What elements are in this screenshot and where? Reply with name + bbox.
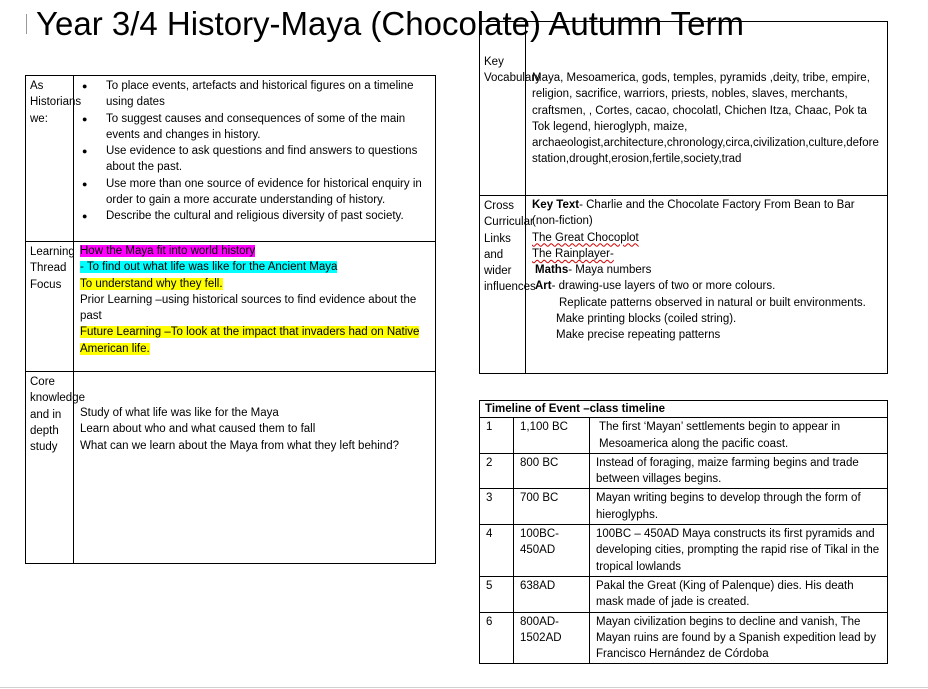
timeline-number: 3 bbox=[480, 489, 514, 525]
timeline-number: 2 bbox=[480, 453, 514, 489]
learning-thread-row bbox=[26, 242, 436, 372]
thread-line-world-history: How the Maya fit into world history bbox=[80, 245, 256, 257]
art-line-3: Make printing blocks (coiled string). bbox=[556, 313, 737, 326]
maths-label: Maths bbox=[535, 264, 569, 277]
vocab-label: Key Vocabulary bbox=[480, 22, 526, 196]
timeline-date: 1,100 BC bbox=[514, 418, 590, 454]
thread-line-future: Future Learning –To look at the impact that invaders had on Native American life. bbox=[80, 326, 420, 355]
key-text-value: - Charlie and the Chocolate Factory From Bean to Bar (non-fiction) bbox=[532, 199, 855, 228]
thread-line-prior: Prior Learning –using historical sources to find evidence about the past bbox=[80, 293, 417, 323]
vocab-row bbox=[480, 22, 888, 196]
timeline-event: Pakal the Great (King of Palenque) dies. His death mask made of jade is created. bbox=[590, 576, 888, 612]
book-great-chocoplot: The Great Chocoplot bbox=[532, 231, 639, 244]
objective-item: ● Describe the cultural and religious diversity of past society. bbox=[102, 208, 431, 224]
left-table bbox=[25, 75, 436, 564]
timeline-number: 4 bbox=[480, 525, 514, 577]
timeline-row bbox=[480, 612, 888, 664]
timeline-event: The first ‘Mayan’ settlements begin to appear in Mesoamerica along the pacific coast. bbox=[590, 418, 888, 454]
right-table bbox=[479, 21, 888, 374]
timeline-number: 6 bbox=[480, 612, 514, 664]
art-line-4: Make precise repeating patterns bbox=[556, 329, 721, 342]
timeline-date: 638AD bbox=[514, 576, 590, 612]
timeline-row bbox=[480, 525, 888, 577]
objective-item: ● To suggest causes and consequences of some of the main events and changes in history. bbox=[102, 111, 431, 144]
timeline-number: 5 bbox=[480, 576, 514, 612]
key-text-label: Key Text bbox=[532, 199, 580, 211]
timeline-date: 800AD-1502AD bbox=[514, 612, 590, 664]
timeline-date: 100BC-450AD bbox=[514, 525, 590, 577]
core-line: What can we learn about the Maya from what they left behind? bbox=[80, 439, 399, 452]
timeline-event: 100BC – 450AD Maya constructs its first pyramids and developing cities, prompting the rapid rise of Tikal in the tropical lowlands bbox=[590, 525, 888, 577]
timeline-event: Mayan writing begins to develop through the form of hieroglyphs. bbox=[590, 489, 888, 525]
timeline-event: Instead of foraging, maize farming begins and trade between villages begins. bbox=[590, 453, 888, 489]
timeline-header-row bbox=[480, 401, 888, 418]
objective-item: ● Use evidence to ask questions and find answers to questions about the past. bbox=[102, 143, 431, 176]
core-line: Study of what life was like for the Maya bbox=[80, 407, 279, 419]
historians-row bbox=[26, 76, 436, 242]
timeline-date: 800 BC bbox=[514, 453, 590, 489]
timeline-table bbox=[479, 400, 888, 664]
timeline-row bbox=[480, 453, 888, 489]
timeline-event: Mayan civilization begins to decline and vanish, The Mayan ruins are found by a Spanish expedition lead by Francisco Hernández de Córdoba bbox=[590, 612, 888, 664]
core-knowledge-row bbox=[26, 372, 436, 564]
timeline-row bbox=[480, 489, 888, 525]
maths-value: - Maya numbers bbox=[568, 264, 652, 277]
key-text-line bbox=[532, 197, 881, 230]
historians-label: As Historians we: bbox=[26, 76, 74, 242]
art-line bbox=[532, 278, 881, 294]
learning-thread-label: Learning Thread Focus bbox=[26, 242, 74, 372]
objectives-list bbox=[78, 78, 431, 225]
thread-line-fell: To understand why they fell. bbox=[80, 277, 223, 290]
art-line-2: Replicate patterns observed in natural or built environments. bbox=[559, 296, 866, 309]
page-bottom-rule bbox=[0, 687, 928, 688]
cross-curricular-row bbox=[480, 196, 888, 374]
cross-curricular-label: Cross Curricular Links and wider influences bbox=[480, 196, 526, 374]
timeline-row bbox=[480, 418, 888, 454]
thread-line-life: - To find out what life was like for the Ancient Maya bbox=[80, 261, 338, 274]
objective-item: ● To place events, artefacts and historical figures on a timeline using dates bbox=[102, 78, 431, 111]
vocab-text: Maya, Mesoamerica, gods, temples, pyramids ,deity, tribe, empire, religion, sacrifice, warriors, priests, nobles, slaves, merchants, craftsmen, , Cortes, cacao, chocolatl, Chichen Itza, Chaac, Pok ta Tok legend, hieroglyph, maize, archaeologist,architecture,chronology,circa,civilization,culture,deforestation,drought,erosion,fertile,society,trad bbox=[526, 22, 888, 196]
art-label: Art bbox=[535, 280, 552, 293]
text-cursor bbox=[26, 14, 27, 34]
timeline-title: Timeline of Event –class timeline bbox=[480, 401, 888, 418]
maths-line bbox=[532, 262, 881, 278]
core-line: Learn about who and what caused them to fall bbox=[80, 423, 316, 436]
timeline-date: 700 BC bbox=[514, 489, 590, 525]
art-value: - drawing-use layers of two or more colours. bbox=[551, 280, 776, 293]
timeline-number: 1 bbox=[480, 418, 514, 454]
page-title: Year 3/4 History-Maya (Chocolate) Autumn Term bbox=[36, 5, 744, 42]
core-knowledge-label: Core knowledge and in depth study bbox=[26, 372, 74, 564]
timeline-row bbox=[480, 576, 888, 612]
objective-item: ● Use more than one source of evidence for historical enquiry in order to gain a more accurate understanding of history. bbox=[102, 176, 431, 209]
book-rainplayer: The Rainplayer- bbox=[532, 247, 614, 260]
